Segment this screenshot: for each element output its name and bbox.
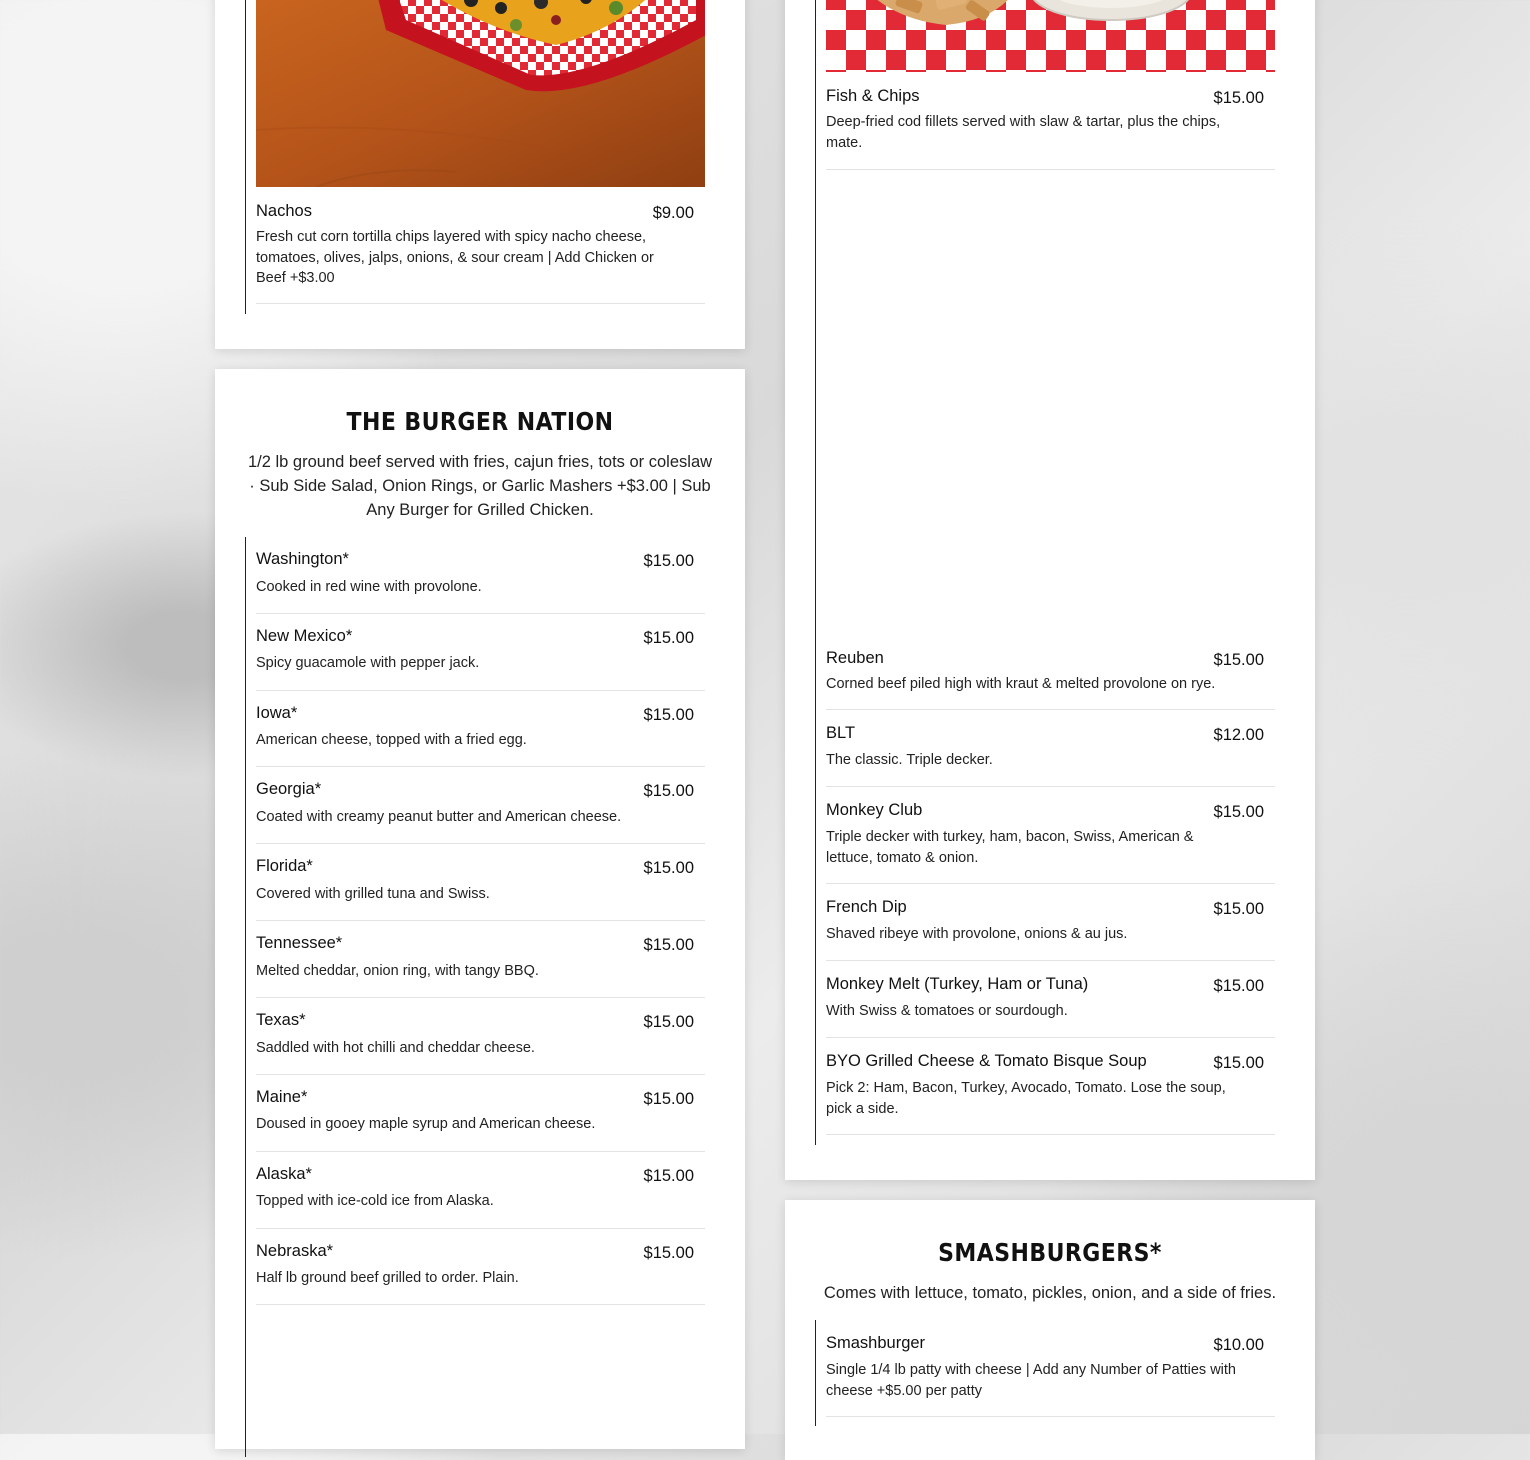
item-name: BLT (826, 724, 856, 742)
menu-item (826, 724, 1275, 787)
item-price: $15.00 (643, 706, 694, 724)
item-price: $10.00 (1213, 1336, 1264, 1354)
nachos-card (215, 0, 745, 349)
item-name: French Dip (826, 898, 907, 916)
item-name: Iowa* (256, 704, 298, 722)
menu-item (256, 857, 705, 921)
item-name: Florida* (256, 857, 313, 875)
item-name: Nebraska* (256, 1242, 334, 1260)
item-price: $15.00 (643, 1013, 694, 1031)
menu-item (826, 1052, 1275, 1135)
menu-item (256, 1088, 705, 1152)
item-price: $15.00 (643, 936, 694, 954)
item-price: $15.00 (643, 782, 694, 800)
menu-item (256, 704, 705, 767)
item-description: Half lb ground beef grilled to order. Plain. (256, 1270, 519, 1286)
item-name: Reuben (826, 649, 884, 667)
section-description: Comes with lettuce, tomato, pickles, onion, and a side of fries. (823, 1284, 1277, 1302)
menu-item (826, 801, 1275, 884)
item-description: Covered with grilled tuna and Swiss. (256, 886, 490, 902)
item-name: Smashburger (826, 1334, 926, 1352)
item-price: $12.00 (1213, 726, 1264, 744)
menu-item (826, 975, 1275, 1038)
item-price: $15.00 (1213, 1054, 1264, 1072)
item-price: $15.00 (643, 1167, 694, 1185)
section-rule (815, 0, 816, 1145)
item-name: Texas* (256, 1011, 306, 1029)
item-name: Fish & Chips (826, 87, 920, 105)
item-name: Alaska* (256, 1165, 312, 1183)
menu-item (256, 550, 705, 614)
item-description: Triple decker with turkey, ham, bacon, Swiss, American & lettuce, tomato & onion. (826, 829, 1194, 866)
menu-item (256, 627, 705, 691)
item-name: Tennessee* (256, 934, 343, 952)
item-name: Georgia* (256, 780, 322, 798)
item-price: $15.00 (643, 629, 694, 647)
menu-item (826, 649, 1275, 710)
item-description: Deep-fried cod fillets served with slaw & tartar, plus the chips, mate. (826, 114, 1221, 151)
item-description: Fresh cut corn tortilla chips layered with spicy nacho cheese, tomatoes, olives, jalps, onions, & sour cream | Add Chicken or Beef +$3.00 (256, 229, 654, 286)
item-price: $15.00 (1213, 89, 1264, 107)
item-description: Saddled with hot chilli and cheddar cheese. (256, 1040, 535, 1056)
nachos-photo (256, 0, 705, 187)
item-description: Doused in gooey maple syrup and American cheese. (256, 1116, 596, 1132)
item-price: $15.00 (643, 552, 694, 570)
item-description: Pick 2: Ham, Bacon, Turkey, Avocado, Tomato. Lose the soup, pick a side. (826, 1080, 1226, 1117)
item-description: Single 1/4 lb patty with cheese | Add any Number of Patties with cheese +$5.00 per patty (826, 1362, 1236, 1399)
item-description: Topped with ice-cold ice from Alaska. (256, 1193, 494, 1209)
section-description: 1/2 lb ground beef served with fries, cajun fries, tots or coleslaw · Sub Side Salad, Onion Rings, or Garlic Mashers +$3.00 | Sub Any Burger for Grilled Chicken. (247, 453, 713, 519)
item-name: BYO Grilled Cheese & Tomato Bisque Soup (826, 1052, 1147, 1070)
section-title: THE BURGER NATION (346, 407, 614, 436)
menu-item (256, 780, 705, 844)
item-price: $15.00 (1213, 977, 1264, 995)
menu-item (256, 1011, 705, 1075)
item-description: Coated with creamy peanut butter and American cheese. (256, 809, 622, 825)
item-description: Corned beef piled high with kraut & melted provolone on rye. (826, 676, 1216, 692)
item-description: Cooked in red wine with provolone. (256, 579, 482, 595)
item-description: American cheese, topped with a fried egg. (256, 732, 527, 748)
item-description: Spicy guacamole with pepper jack. (256, 655, 480, 671)
section-rule (245, 537, 246, 1457)
item-description: The classic. Triple decker. (826, 752, 993, 768)
item-name: Nachos (256, 202, 312, 220)
item-price: $15.00 (643, 1244, 694, 1262)
item-description: Shaved ribeye with provolone, onions & au jus. (826, 926, 1128, 942)
smashburgers-card (785, 1200, 1315, 1460)
section-rule (815, 1320, 816, 1426)
item-name: New Mexico* (256, 627, 353, 645)
menu-item (826, 87, 1275, 170)
item-price: $15.00 (1213, 900, 1264, 918)
item-price: $9.00 (652, 204, 694, 222)
item-price: $15.00 (1213, 803, 1264, 821)
menu-item (256, 934, 705, 998)
menu-item (256, 202, 705, 304)
menu-item (826, 1334, 1275, 1417)
item-name: Maine* (256, 1088, 308, 1106)
item-name: Monkey Melt (Turkey, Ham or Tuna) (826, 975, 1089, 993)
item-name: Monkey Club (826, 801, 923, 819)
item-price: $15.00 (643, 859, 694, 877)
section-rule (245, 0, 246, 314)
item-description: Melted cheddar, onion ring, with tangy BBQ. (256, 963, 539, 979)
item-price: $15.00 (1213, 651, 1264, 669)
item-description: With Swiss & tomatoes or sourdough. (826, 1003, 1068, 1019)
item-price: $15.00 (643, 1090, 694, 1108)
sandwiches-card (785, 0, 1315, 1180)
fish-chips-photo (826, 0, 1275, 72)
item-name: Washington* (256, 550, 349, 568)
section-title: SMASHBURGERS* (938, 1238, 1162, 1267)
burger-nation-card (215, 369, 745, 1449)
menu-item (826, 898, 1275, 961)
menu-item (256, 1165, 705, 1229)
menu-item (256, 1242, 705, 1305)
